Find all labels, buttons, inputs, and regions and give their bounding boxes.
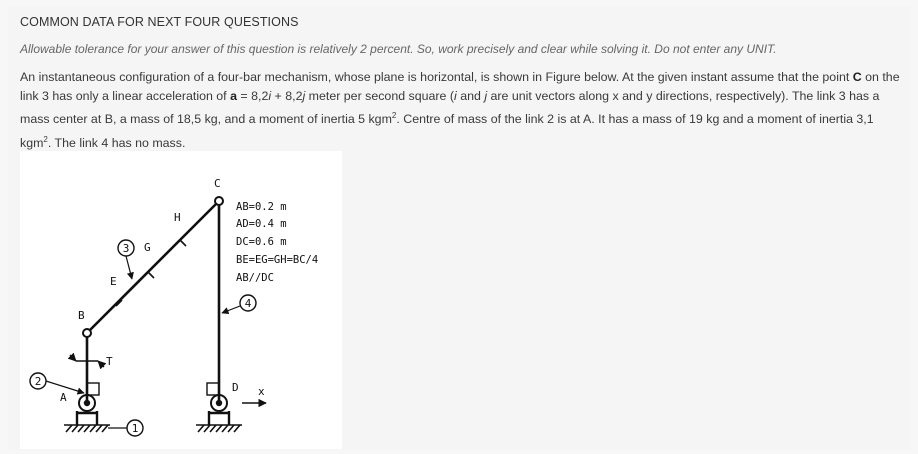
unit-vector-j: j [302, 89, 306, 104]
problem-text: . The link 4 has no mass. [47, 135, 186, 150]
problem-text: = 8,2 [236, 89, 269, 104]
point-d-label: D [232, 381, 239, 394]
ground-left [64, 425, 110, 432]
link-4-label: 4 [244, 297, 252, 310]
torque-label: T [106, 355, 113, 368]
four-bar-diagram [20, 151, 342, 449]
note-parallel: AB//DC [236, 272, 274, 284]
joint-b [83, 329, 91, 337]
problem-text: + 8,2 [271, 89, 303, 104]
problem-text: An instantaneous configuration of a four-bar mechanism, whose plane is horizontal, is shown in Figure below. At the given instant assume that the point [20, 70, 853, 84]
note-dc: DC=0.6 m [236, 236, 287, 248]
ground-right [196, 425, 242, 432]
unit-vector-j: j [484, 89, 488, 104]
problem-text: meter per second square ( [305, 89, 454, 104]
point-h-label: H [174, 211, 181, 224]
link-3 [87, 201, 219, 333]
point-g-label: G [144, 241, 151, 254]
link-1-label: 1 [131, 422, 139, 435]
point-b-label: B [78, 309, 85, 322]
point-c: C [852, 70, 862, 84]
problem-text: are unit vectors along x and y directions, respectively). The link 3 has a mass center at B, a mass of 18,5 kg, and a moment of inertia 5 kgm [20, 89, 880, 127]
link-2-label: 2 [34, 375, 42, 388]
note-ad: AD=0.4 m [236, 218, 287, 230]
mechanism-figure [20, 151, 342, 449]
unit-vector-i: i [268, 89, 272, 104]
problem-statement [20, 68, 900, 153]
tolerance-note: Allowable tolerance for your answer of this question is relatively 2 percent. So, work precisely and clear while solving it. Do not enter any UNIT. [20, 42, 777, 56]
x-axis-label: x [258, 385, 265, 398]
pivot-support-a [77, 411, 97, 425]
superscript: 2 [43, 134, 48, 144]
link-3-leader [126, 256, 132, 279]
point-e-label: E [110, 275, 117, 288]
problem-text: on the link 3 has only a linear acceleration of [20, 70, 900, 104]
link-4-leader [222, 306, 240, 313]
superscript: 2 [391, 111, 397, 121]
question-heading: COMMON DATA FOR NEXT FOUR QUESTIONS [20, 15, 299, 29]
right-angle-d [207, 383, 219, 395]
problem-text: and [456, 89, 485, 104]
link-3-label: 3 [122, 242, 130, 255]
problem-text: . Centre of mass of the link 2 is at A. It has a mass of 19 kg and a moment of inertia 3,1 kgm [20, 112, 874, 150]
unit-vector-i: i [454, 89, 457, 104]
right-angle-a [87, 383, 99, 395]
note-ab: AB=0.2 m [236, 201, 287, 213]
accel-symbol: a [230, 89, 237, 104]
joint-c [215, 197, 223, 205]
point-c-label: C [214, 177, 221, 190]
pivot-support-d [209, 411, 229, 425]
note-be: BE=EG=GH=BC/4 [236, 254, 319, 266]
point-a-label: A [60, 391, 67, 404]
